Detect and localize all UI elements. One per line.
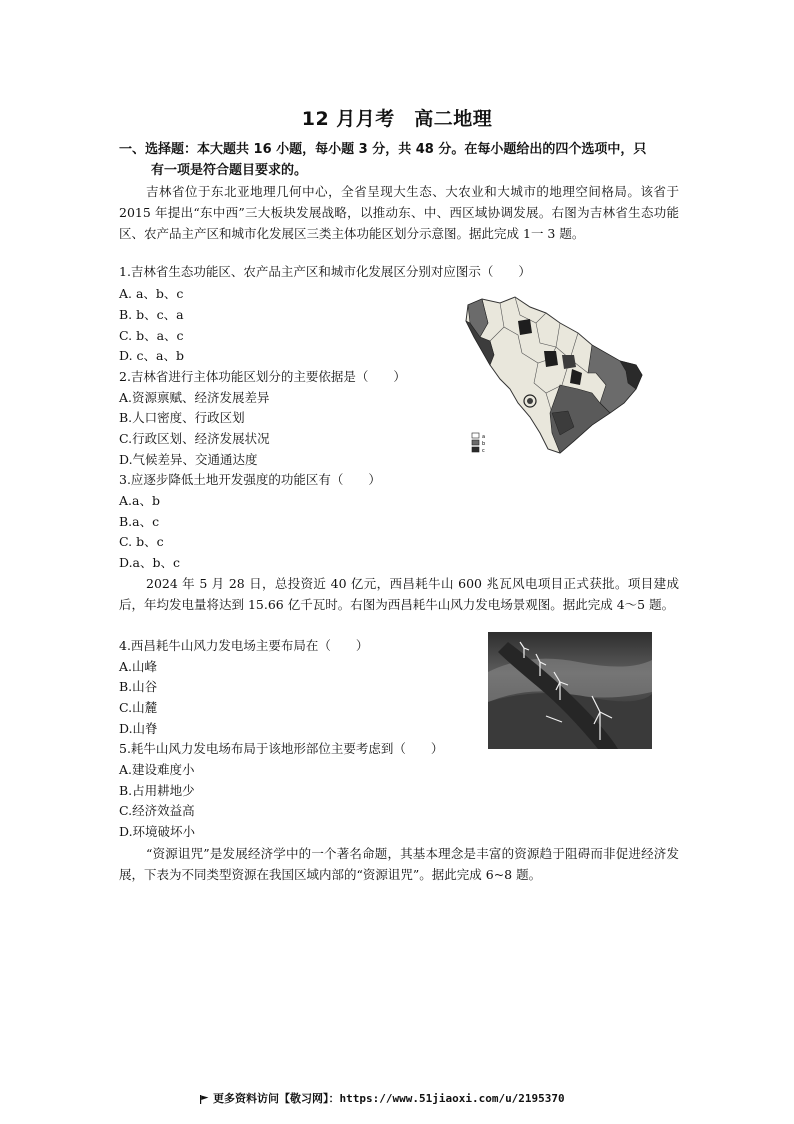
- question-5-stem: 5.耗牛山风力发电场布局于该地形部位主要考虑到（ ）: [119, 741, 444, 756]
- question-4-option[interactable]: A.山峰: [119, 659, 158, 674]
- passage-3-line: “资源诅咒”是发展经济学中的一个著名命题，其基本理念是丰富的资源趋于阻碍而非促: [146, 846, 629, 861]
- question-4-option[interactable]: C.山麓: [119, 700, 158, 715]
- page-title: 12 月月考 高二地理: [301, 108, 493, 130]
- jilin-function-zone-map: [460, 293, 648, 458]
- question-2-option[interactable]: B.人口密度、行政区划: [119, 410, 245, 425]
- passage-2-line: 建成后，年均发电量将达到 15.66 亿千瓦时。右图为西昌耗牛山风力发电场景观图。据此完: [119, 576, 679, 612]
- question-5-option[interactable]: A.建设难度小: [119, 762, 195, 777]
- question-2-option[interactable]: A.资源禀赋、经济发展差异: [119, 390, 270, 405]
- section-heading-line1: 一、选择题：本大题共 16 小题，每小题 3 分，共 48 分。在每小题给出的四个选项中，只: [119, 142, 647, 157]
- question-1-option[interactable]: A. a、b、c: [119, 286, 184, 301]
- legend-label-a: a: [482, 434, 486, 440]
- passage-1-line: 吉林省生态功能区、农产品主产区和城市化发展区三类主体功能区划分示意图。据此完成 1: [119, 205, 679, 241]
- passage-3-line: 进经济发展，下表为不同类型资源在我国区域内部的“资源诅咒”。据此完成 6~8 题。: [119, 846, 679, 882]
- question-2-option[interactable]: D.气候差异、交通通达度: [119, 452, 258, 467]
- question-5-option[interactable]: D.环境破坏小: [119, 824, 196, 839]
- wind-farm-photo: [488, 632, 652, 749]
- question-4-option[interactable]: B.山谷: [119, 679, 158, 694]
- question-3-stem: 3.应逐步降低土地开发强度的功能区有（ ）: [119, 472, 381, 487]
- question-2-option[interactable]: C.行政区划、经济发展状况: [119, 431, 270, 446]
- footer-link[interactable]: [200, 1090, 565, 1106]
- passage-2: [119, 573, 679, 615]
- question-1-stem: 1.吉林省生态功能区、农产品主产区和城市化发展区分别对应图示（ ）: [119, 264, 531, 279]
- question-3-option[interactable]: D.a、b、c: [119, 555, 181, 570]
- question-1-option[interactable]: D. c、a、b: [119, 348, 184, 363]
- passage-3: [119, 843, 679, 885]
- section-heading-line2: 有一项是符合题目要求的。: [151, 163, 308, 178]
- question-4-option[interactable]: D.山脊: [119, 721, 158, 736]
- question-1-option[interactable]: B. b、c、a: [119, 307, 184, 322]
- passage-1-line: 该省于 2015 年提出“东中西”三大板块发展战略，以推动东、中、西区域协调发展。右图为: [119, 184, 679, 220]
- flag-icon: [200, 1095, 209, 1104]
- question-3-option[interactable]: C. b、c: [119, 534, 164, 549]
- passage-1: [119, 181, 679, 244]
- question-5-option[interactable]: B.占用耕地少: [119, 783, 195, 798]
- passage-1-line: 吉林省位于东北亚地理几何中心，全省呈现大生态、大农业和大城市的地理空间格局。: [146, 184, 641, 199]
- map-legend: [472, 433, 485, 454]
- question-3-option[interactable]: B.a、c: [119, 514, 160, 529]
- question-3-option[interactable]: A.a、b: [119, 493, 160, 508]
- question-2-stem: 2.吉林省进行主体功能区划分的主要依据是（ ）: [119, 369, 406, 384]
- passage-2-line: 2024 年 5 月 28 日，总投资近 40 亿元，西昌耗牛山 600 兆瓦风电项目正式获批。项目: [146, 576, 654, 591]
- legend-label-c: c: [482, 448, 485, 454]
- section-heading: [119, 139, 679, 181]
- footer-text: 更多资料访问【敬习网】：https://www.51jiaoxi.com/u/2195370: [213, 1092, 565, 1105]
- legend-label-b: b: [482, 441, 486, 447]
- passage-2-line: 成 4～5 题。: [600, 597, 675, 612]
- question-1-option[interactable]: C. b、a、c: [119, 328, 184, 343]
- question-5-option[interactable]: C.经济效益高: [119, 803, 195, 818]
- question-4-stem: 4.西昌耗牛山风力发电场主要布局在（ ）: [119, 638, 369, 653]
- passage-1-line: 一 3 题。: [530, 226, 585, 241]
